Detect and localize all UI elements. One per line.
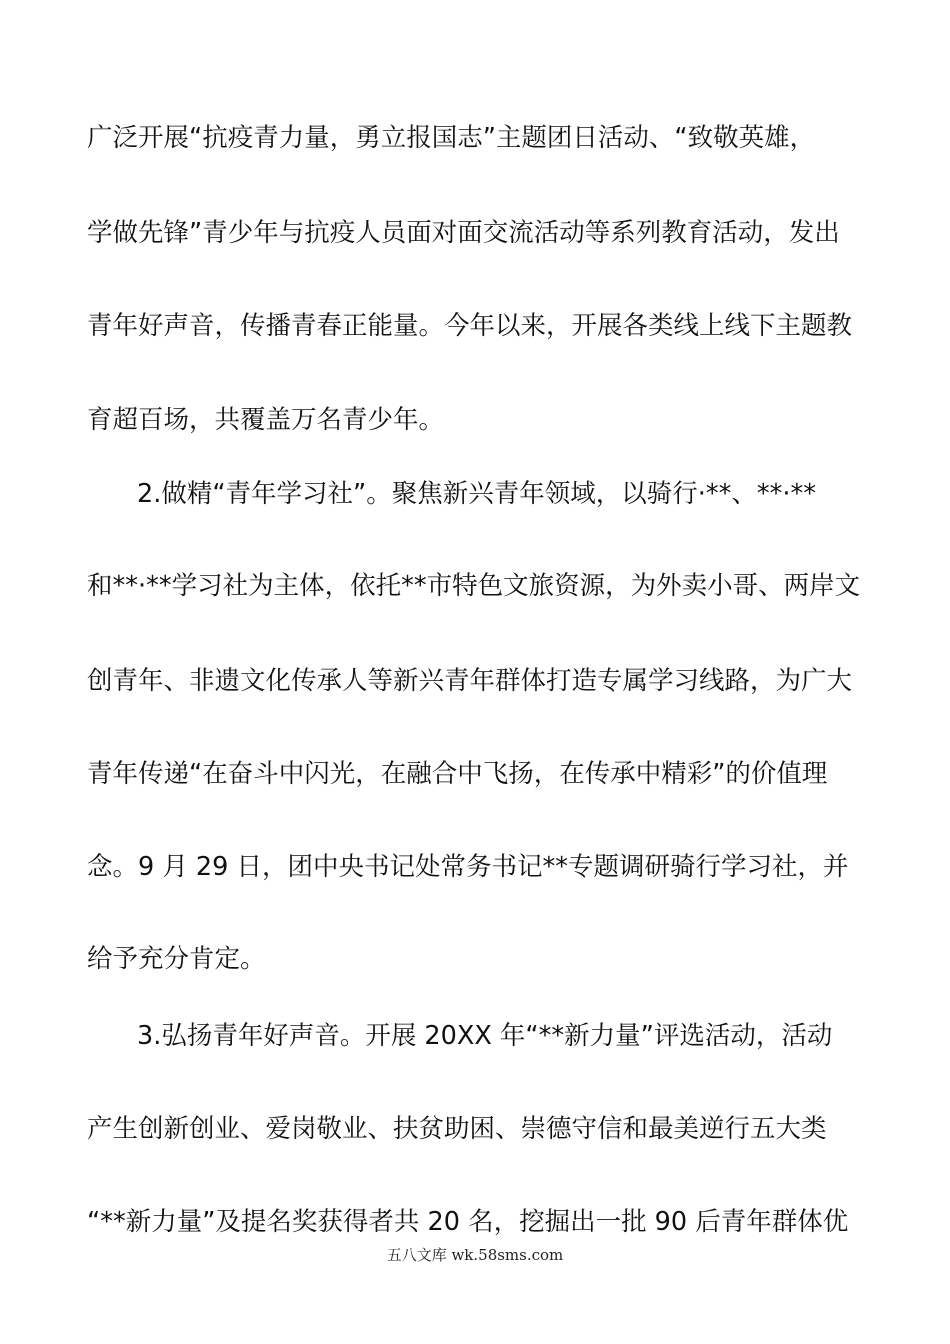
- paragraph-line: 青年好声音，传播青春正能量。今年以来，开展各类线上线下主题教: [87, 311, 853, 341]
- paragraph-line: 创青年、非遗文化传承人等新兴青年群体打造专属学习线路，为广大: [87, 666, 853, 696]
- paragraph-line: 和**·**学习社为主体，依托**市特色文旅资源，为外卖小哥、两岸文: [87, 571, 861, 601]
- footer-watermark: 五八文库 wk.58sms.com: [386, 1246, 564, 1264]
- paragraph-line: 育超百场，共覆盖万名青少年。: [87, 405, 445, 435]
- paragraph-line: 念。9 月 29 日，团中央书记处常务书记**专题调研骑行学习社，并: [87, 852, 849, 882]
- paragraph-line: 2.做精“青年学习社”。聚焦新兴青年领域，以骑行·**、**·**: [137, 479, 816, 509]
- paragraph-line: 产生创新创业、爱岗敬业、扶贫助困、崇德守信和最美逆行五大类: [87, 1114, 827, 1144]
- paragraph-line: 青年传递“在奋斗中闪光，在融合中飞扬，在传承中精彩”的价值理: [87, 759, 828, 789]
- paragraph-line: 广泛开展“抗疫青力量，勇立报国志”主题团日活动、“致敬英雄，: [87, 123, 816, 153]
- paragraph-line: 学做先锋”青少年与抗疫人员面对面交流活动等系列教育活动，发出: [87, 218, 840, 248]
- paragraph-line: 给予充分肯定。: [87, 944, 266, 974]
- paragraph-line: 3.弘扬青年好声音。开展 20XX 年“**新力量”评选活动，活动: [137, 1021, 833, 1051]
- paragraph-line: “**新力量”及提名奖获得者共 20 名，挖掘出一批 90 后青年群体优: [87, 1207, 849, 1237]
